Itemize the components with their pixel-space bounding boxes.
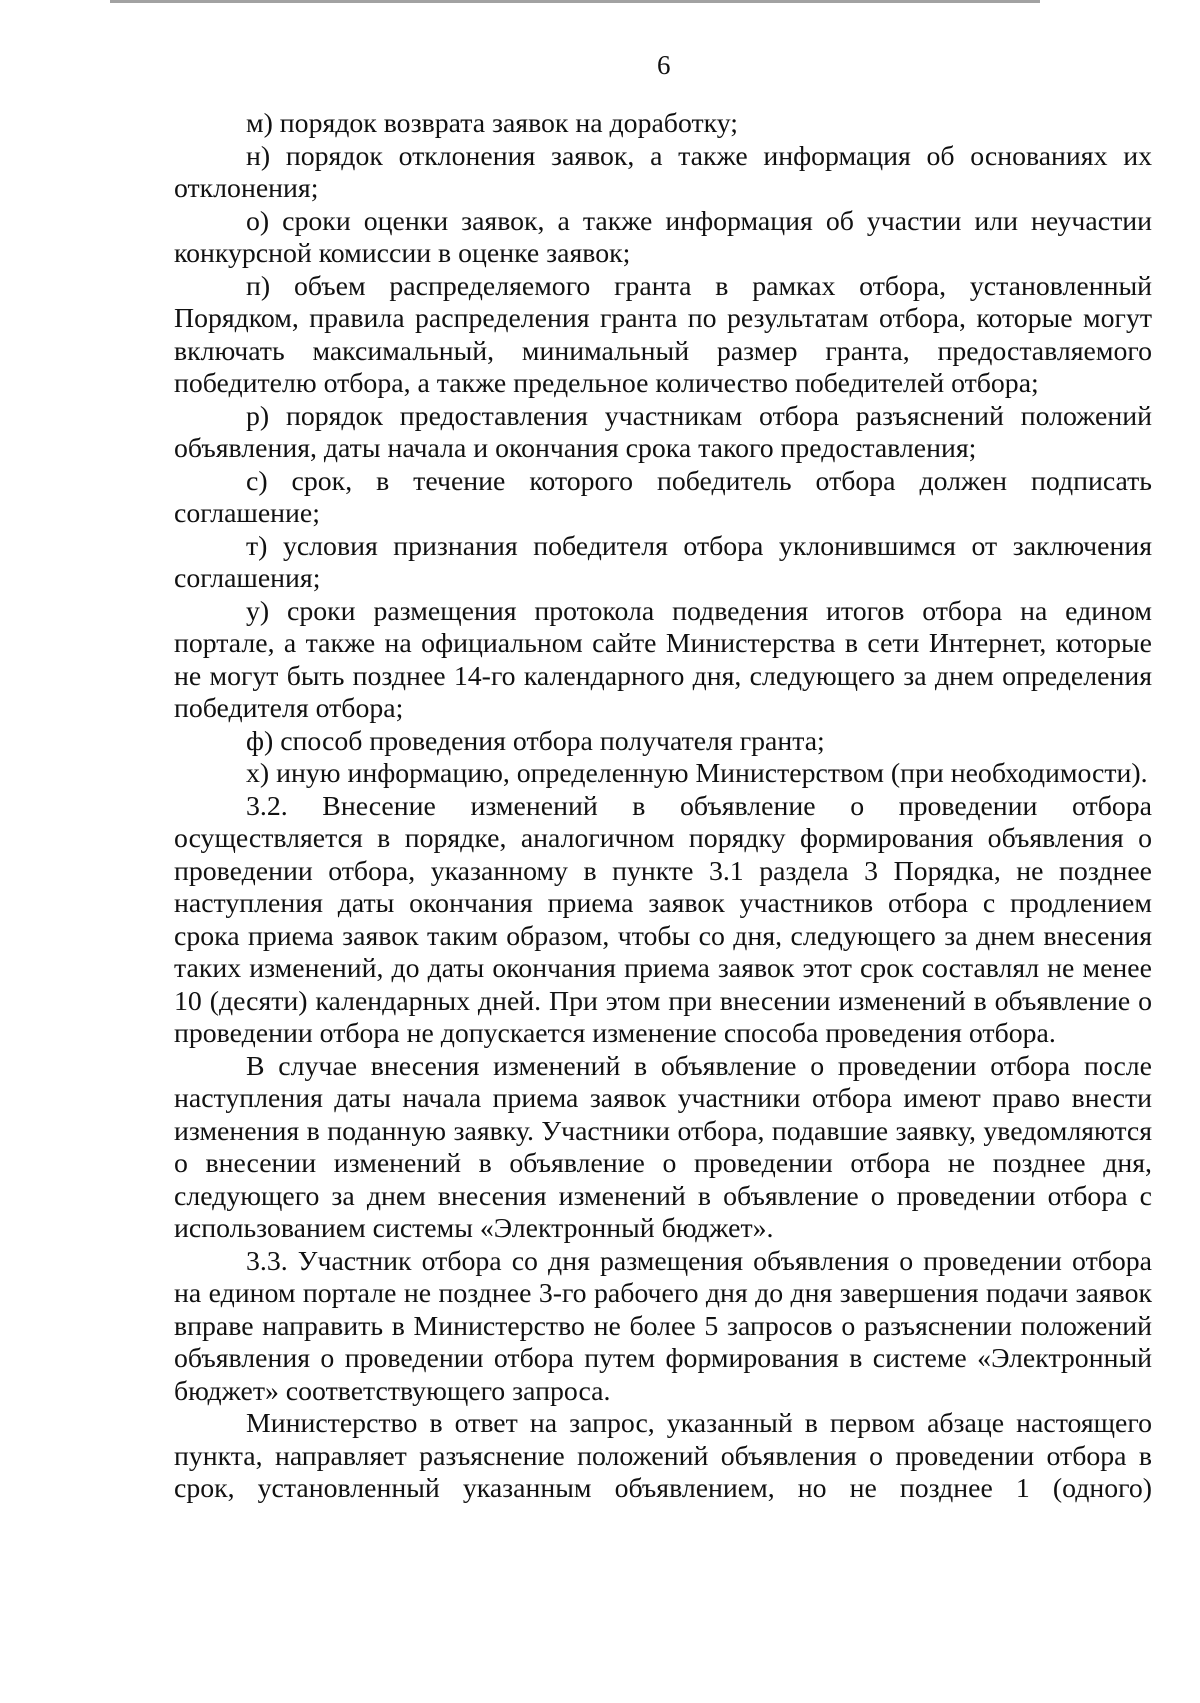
paragraph-3-2-changes: В случае внесения изменений в объявление о проведении отбора после наступления даты начала приема заявок участники отбора имеют право внести изменения в поданную заявку. Участники отбора, подавшие заявку, уведомляются о внесении изменений в объявление о проведении отбора не позднее дня, следующего за днем внесения изменений в объявление о проведении отбора с использованием системы «Электронный бюджет». bbox=[174, 1050, 1152, 1244]
document-body bbox=[174, 108, 1152, 1506]
paragraph-item-n: н) порядок отклонения заявок, а также информация об основаниях их отклонения; bbox=[174, 140, 1152, 204]
paragraph-3-3-response: Министерство в ответ на запрос, указанный в первом абзаце настоящего пункта, направляет разъяснение положений объявления о проведении отбора в срок, установленный указанным объявлением, но не позднее 1 (одного) bbox=[174, 1408, 1152, 1504]
page-number: 6 bbox=[657, 50, 671, 80]
paragraph-3-2: 3.2. Внесение изменений в объявление о проведении отбора осуществляется в порядке, аналогичном порядку формирования объявления о проведении отбора, указанному в пункте 3.1 раздела 3 Порядка, не позднее наступления даты окончания приема заявок участников отбора с продлением срока приема заявок таким образом, чтобы со дня, следующего за днем внесения таких изменений, до даты окончания приема заявок этот срок составлял не менее 10 (десяти) календарных дней. При этом при внесении изменений в объявление о проведении отбора не допускается изменение способа проведения отбора. bbox=[174, 790, 1152, 1049]
paragraph-item-r: р) порядок предоставления участникам отбора разъяснений положений объявления, даты начала и окончания срока такого предоставления; bbox=[174, 400, 1152, 464]
paragraph-item-f: ф) способ проведения отбора получателя гранта; bbox=[246, 725, 825, 757]
paragraph-item-s: с) срок, в течение которого победитель отбора должен подписать соглашение; bbox=[174, 465, 1152, 529]
paragraph-item-o: о) сроки оценки заявок, а также информация об участии или неучастии конкурсной комиссии в оценке заявок; bbox=[174, 205, 1152, 269]
paragraph-item-h: х) иную информацию, определенную Министерством (при необходимости). bbox=[246, 758, 1148, 789]
paragraph-item-m: м) порядок возврата заявок на доработку; bbox=[246, 108, 738, 139]
scan-edge-line bbox=[110, 0, 1040, 3]
paragraph-item-u: у) сроки размещения протокола подведения итогов отбора на едином портале, а также на официальном сайте Министерства в сети Интернет, которые не могут быть позднее 14-го календарного дня, следующего за днем определения победителя отбора; bbox=[174, 595, 1152, 724]
paragraph-3-3: 3.3. Участник отбора со дня размещения объявления о проведении отбора на едином портале не позднее 3-го рабочего дня до дня завершения подачи заявок вправе направить в Министерство не более 5 запросов о разъяснении положений объявления о проведении отбора путем формирования в системе «Электронный бюджет» соответствующего запроса. bbox=[174, 1245, 1152, 1407]
paragraph-item-p: п) объем распределяемого гранта в рамках отбора, установленный Порядком, правила распределения гранта по результатам отбора, которые могут включать максимальный, минимальный размер гранта, предоставляемого победителю отбора, а также предельное количество победителей отбора; bbox=[174, 270, 1152, 399]
paragraph-item-t: т) условия признания победителя отбора уклонившимся от заключения соглашения; bbox=[174, 530, 1152, 594]
